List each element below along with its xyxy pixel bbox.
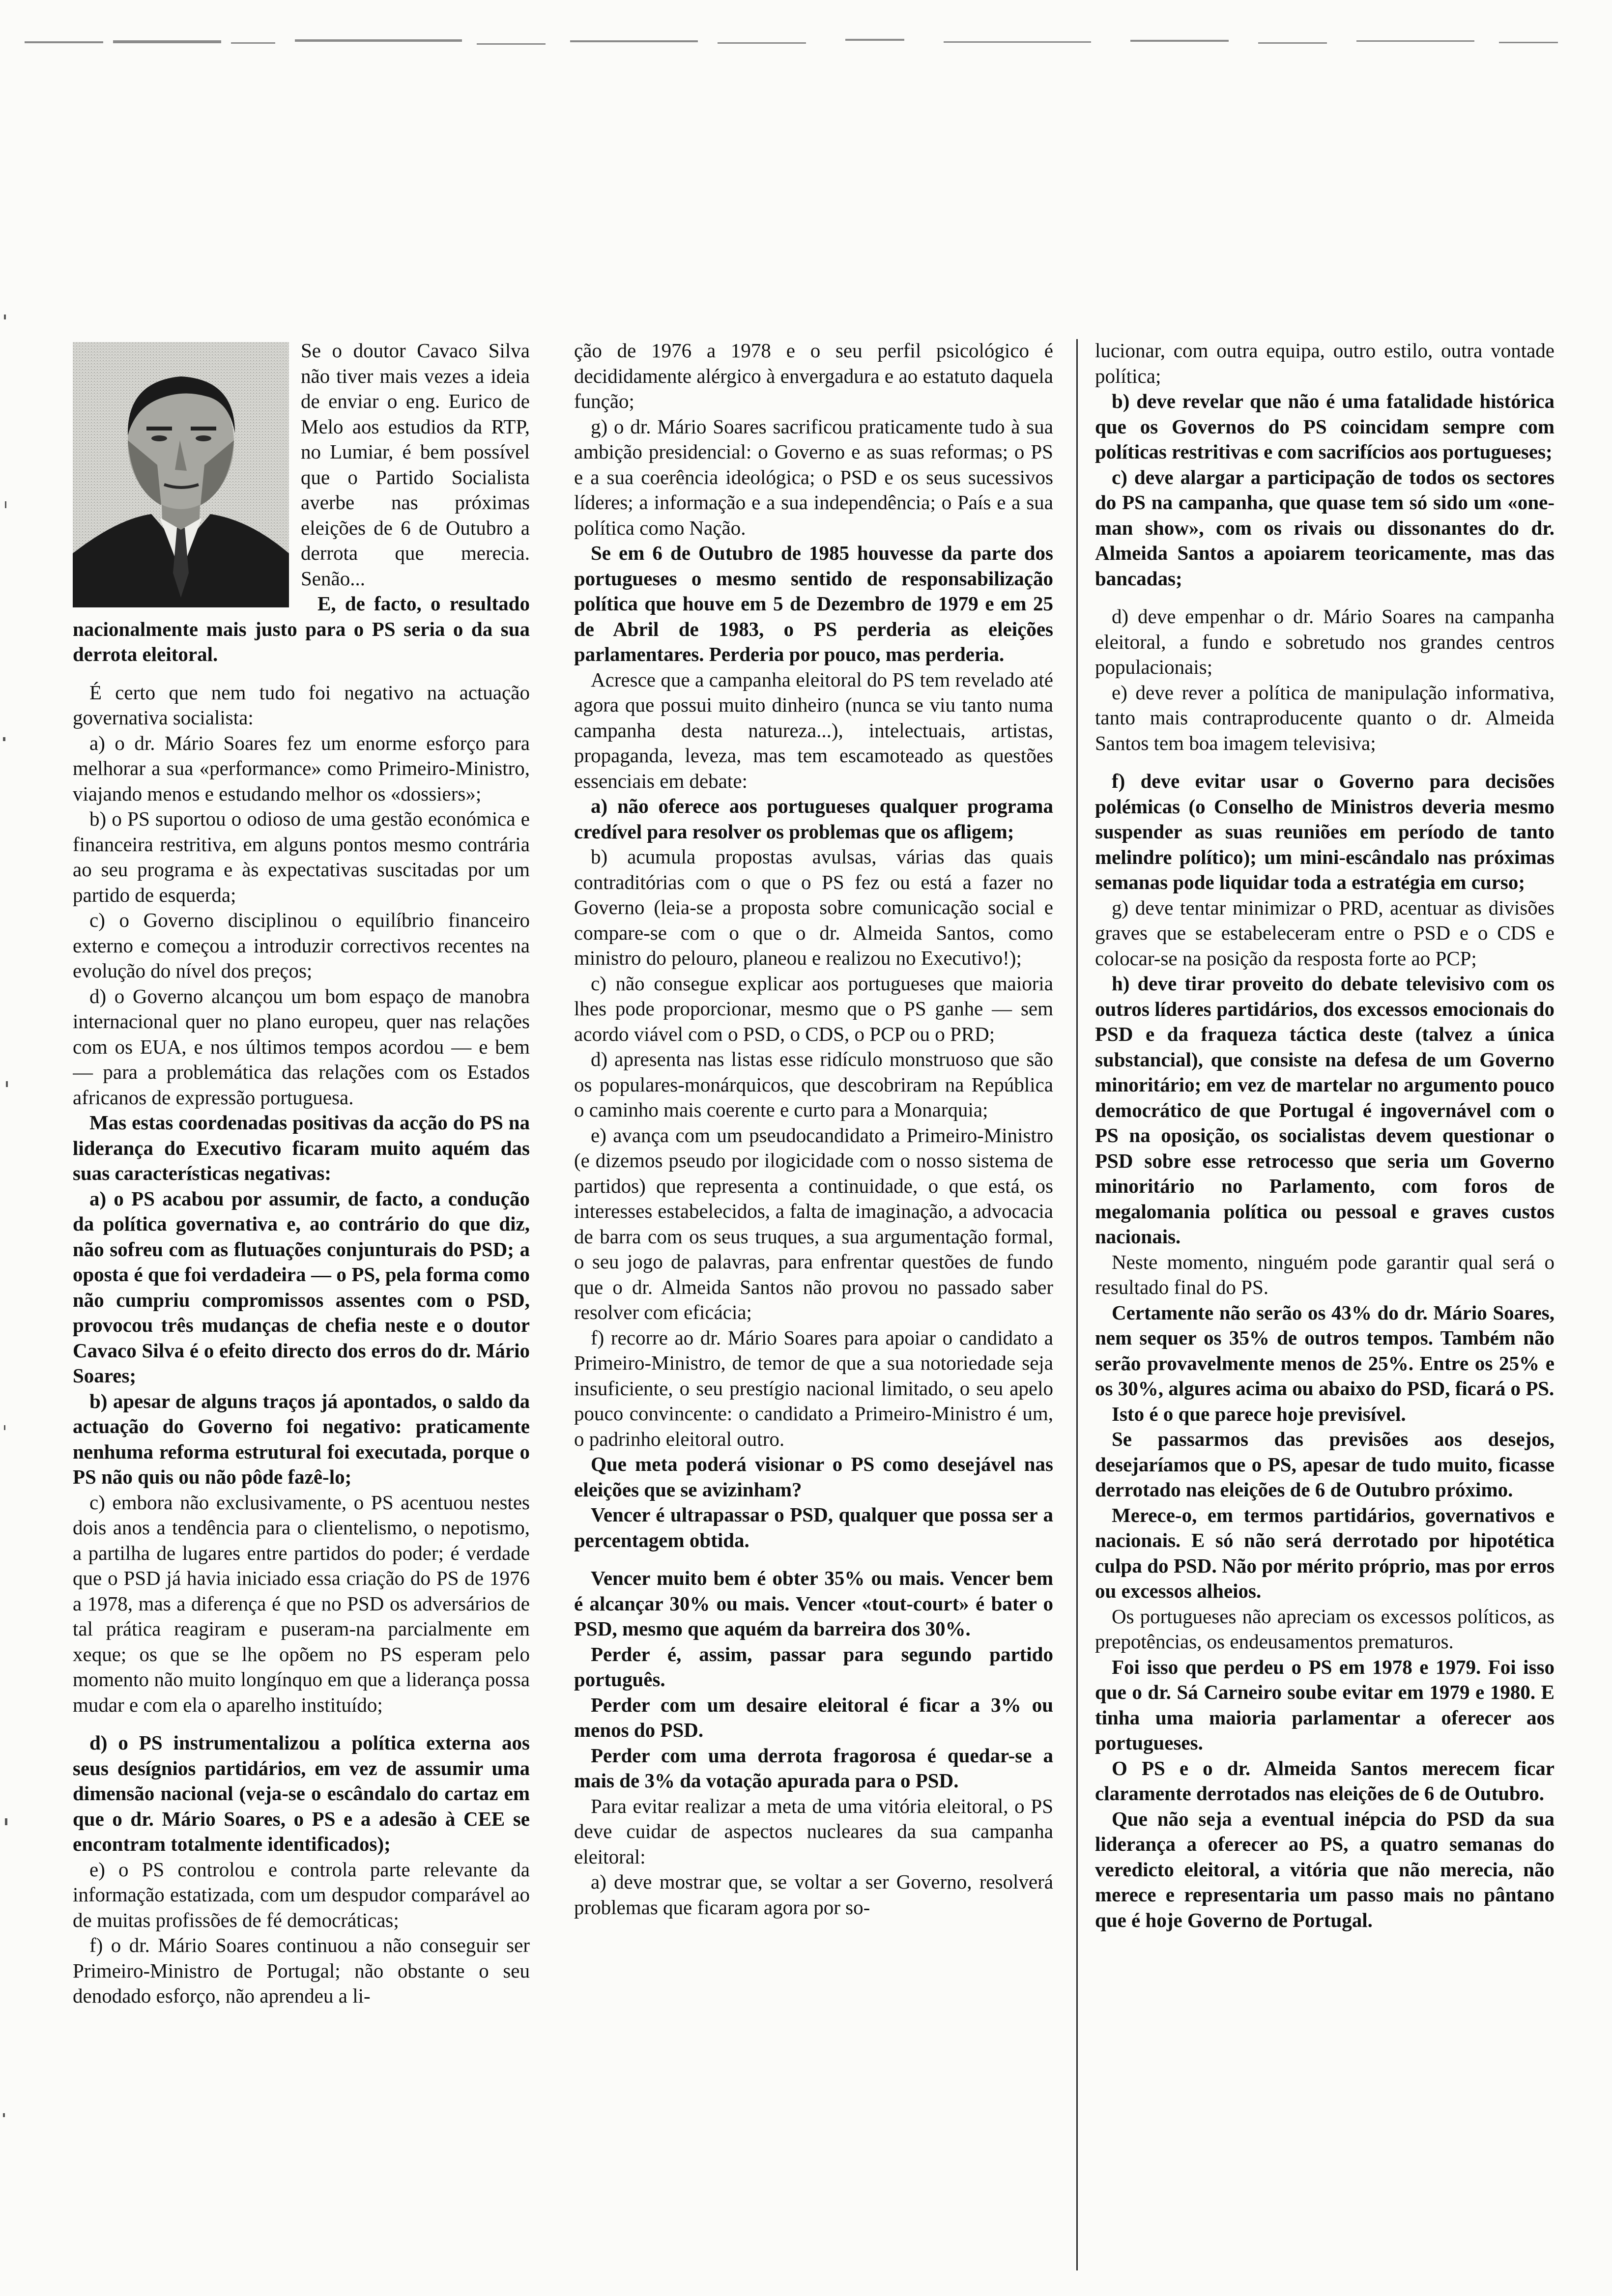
paragraph: Para evitar realizar a meta de uma vitória eleitoral, o PS deve cuidar de aspectos nucleares da sua campanha eleitoral: [574, 1794, 1053, 1868]
paragraph: g) o dr. Mário Soares sacrificou praticamente tudo à sua ambição presidencial: o Governo e as suas reformas; o PS e a sua coerência ideológica; o PSD e os seus sucessivos líderes; a informação e a sua independência; o País e a sua política como Nação. [574, 415, 1053, 539]
paragraph: Mas estas coordenadas positivas da acção do PS na liderança do Executivo ficaram muito aquém das suas características negativas: [73, 1111, 530, 1184]
paragraph: c) não consegue explicar aos portugueses que maioria lhes pode proporcionar, mesmo que o PS ganhe — sem acordo viável com o PSD, o CDS, o PCP ou o PRD; [574, 972, 1053, 1045]
paragraph: c) o Governo disciplinou o equilíbrio financeiro externo e começou a introduzir correctivos recentes na evolução do nível dos preços; [73, 909, 530, 982]
author-portrait [73, 342, 289, 607]
paragraph: É certo que nem tudo foi negativo na actuação governativa socialista: [73, 681, 530, 729]
paragraph: e) avança com um pseudocandidato a Primeiro-Ministro (e dizemos pseudo por ilogicidade com o nosso sistema de partidos) que representa a continuidade, o que está, os interesses estabelecidos, a falta de imaginação, a advocacia de barra com os seus truques, a sua argumentação formal, o seu jogo de palavras, para enfrentar questões de fundo que o dr. Almeida Santos não provou no passado saber resolver com eficácia; [574, 1123, 1053, 1323]
paragraph: Perder com um desaire eleitoral é ficar a 3% ou menos do PSD. [574, 1693, 1053, 1741]
article-column-3 [1095, 338, 1554, 1933]
paragraph: b) o PS suportou o odioso de uma gestão económica e financeira restritiva, em alguns pontos mesmo contrária ao seu programa e às expectativas suscitadas por um partido de esquerda; [73, 807, 530, 906]
paragraph: Que não seja a eventual inépcia do PSD da sua liderança a oferecer ao PS, a quatro semanas do veredicto eleitoral, a vitória que não merecia, não merece e representaria um passo mais no pântano que é hoje Governo de Portugal. [1095, 1807, 1554, 1931]
paragraph: Se em 6 de Outubro de 1985 houvesse da parte dos portugueses o mesmo sentido de responsabilização política que houve em 5 de Dezembro de 1979 e em 25 de Abril de 1983, o PS perderia as eleições parlamentares. Perderia por pouco, mas perderia. [574, 542, 1053, 665]
paragraph: b) acumula propostas avulsas, várias das quais contraditórias com o que o PS fez ou está a fazer no Governo (leia-se a proposta sobre comunicação social e compare-se com o que o dr. Almeida Santos, como ministro do pelouro, planeou e realizou no Executivo!); [574, 845, 1053, 969]
paragraph: b) apesar de alguns traços já apontados, o saldo da actuação do Governo foi negativo: praticamente nenhuma reforma estrutural foi executada, porque o PS não quis ou não pôde fazê-lo; [73, 1389, 530, 1488]
article-column-2 [574, 338, 1053, 1920]
paragraph: Vencer muito bem é obter 35% ou mais. Vencer bem é alcançar 30% ou mais. Vencer «tout-court» é bater o PSD, mesmo que aquém da barreira dos 30%. [574, 1567, 1053, 1640]
column-rule [1076, 339, 1078, 2270]
paragraph: Certamente não serão os 43% do dr. Mário Soares, nem sequer os 35% de outros tempos. Também não serão provavelmente menos de 25%. Entre os 25% e os 30%, algures acima ou abaixo do PSD, ficará o PS. [1095, 1301, 1554, 1400]
paragraph: d) apresenta nas listas esse ridículo monstruoso que são os populares-monárquicos, que descobriram na República o caminho mais coerente e curto para a Monarquia; [574, 1048, 1053, 1121]
paragraph: g) deve tentar minimizar o PRD, acentuar as divisões graves que se estabeleceram entre o PSD e o CDS e colocar-se na posição da resposta forte ao PCP; [1095, 896, 1554, 970]
margin-specks [0, 295, 15, 2211]
paragraph: f) o dr. Mário Soares continuou a não conseguir ser Primeiro-Ministro de Portugal; não obstante o seu denodado esforço, não aprendeu a li- [73, 1934, 530, 2007]
paragraph: lucionar, com outra equipa, outro estilo, outra vontade política; [1095, 339, 1554, 387]
paragraph: Perder é, assim, passar para segundo partido português. [574, 1642, 1053, 1691]
paragraph: e) deve rever a política de manipulação informativa, tanto mais contraproducente quanto o dr. Almeida Santos tem boa imagem televisiva; [1095, 681, 1554, 754]
paragraph: Se passarmos das previsões aos desejos, desejaríamos que o PS, apesar de tudo muito, ficasse derrotado nas eleições de 6 de Outubro próximo. [1095, 1428, 1554, 1501]
paragraph: Isto é o que parece hoje previsível. [1112, 1402, 1406, 1425]
paragraph: c) embora não exclusivamente, o PS acentuou nestes dois anos a tendência para o clientelismo, o nepotismo, a partilha de lugares entre partidos do poder; é verdade que o PSD já havia iniciado essa criação do PS de 1976 a 1978, mas a diferença é que no PSD os adversários de tal prática reagiram e puseram-na parcialmente em xeque; os que se lhe opõem no PS esperam pelo momento não muito longínquo em que a liderança possa mudar e com ela o aparelho instituído; [73, 1491, 530, 1716]
paragraph: d) o Governo alcançou um bom espaço de manobra internacional quer no plano europeu, quer nas relações com os EUA, e nos últimos tempos acordou — e bem — para a problemática das relações com os Estados africanos de expressão portuguesa. [73, 984, 530, 1109]
paragraph: a) deve mostrar que, se voltar a ser Governo, resolverá problemas que ficaram agora por so- [574, 1870, 1053, 1919]
paragraph: Merece-o, em termos partidários, governativos e nacionais. E só não será derrotado por hipotética culpa do PSD. Não por mérito próprio, mas por erros ou excessos alheios. [1095, 1503, 1554, 1602]
paragraph: a) não oferece aos portugueses qualquer programa credível para resolver os problemas que os afligem; [574, 795, 1053, 843]
paragraph: O PS e o dr. Almeida Santos merecem ficar claramente derrotados nas eleições de 6 de Outubro. [1095, 1756, 1554, 1805]
paragraph: e) o PS controlou e controla parte relevante da informação estatizada, com um despudor comparável ao de muitas profissões de fé democráticas; [73, 1858, 530, 1931]
paragraph: d) deve empenhar o dr. Mário Soares na campanha eleitoral, a fundo e sobretudo nos grandes centros populacionais; [1095, 605, 1554, 678]
paragraph: Acresce que a campanha eleitoral do PS tem revelado até agora que possui muito dinheiro (nunca se viu tanto numa campanha desta natureza...), intelectuais, artistas, propaganda, leveza, mas tem escamoteado as questões essenciais em debate: [574, 668, 1053, 792]
paragraph: ção de 1976 a 1978 e o seu perfil psicológico é decididamente alérgico à envergadura e ao estatuto daquela função; [574, 339, 1053, 412]
article-column-1 [73, 338, 530, 2009]
paragraph: c) deve alargar a participação de todos os sectores do PS na campanha, que quase tem só sido um «one-man show», com os rivais ou dissonantes do dr. Almeida Santos a apoiarem teoricamente, mas das bancadas; [1095, 465, 1554, 590]
paragraph: Neste momento, ninguém pode garantir qual será o resultado final do PS. [1095, 1250, 1554, 1298]
paragraph: Vencer é ultrapassar o PSD, qualquer que possa ser a percentagem obtida. [574, 1503, 1053, 1551]
paragraph: Os portugueses não apreciam os excessos políticos, as prepotências, os endeusamentos prematuros. [1095, 1605, 1554, 1653]
paragraph: b) deve revelar que não é uma fatalidade histórica que os Governos do PS coincidam sempre com políticas restritivas e com sacrifícios aos portugueses; [1095, 390, 1554, 463]
paragraph: Que meta poderá visionar o PS como desejável nas eleições que se avizinham? [574, 1453, 1053, 1501]
paragraph: a) o dr. Mário Soares fez um enorme esforço para melhorar a sua «performance» como Primeiro-Ministro, viajando menos e estudando melhor os «dossiers»; [73, 731, 530, 805]
paragraph: h) deve tirar proveito do debate televisivo com os outros líderes partidários, dos excessos emocionais do PSD e da fraqueza táctica deste (talvez a única substancial), que consiste na defesa de um Governo minoritário; em vez de martelar no argumento pouco democrático de que Portugal é ingovernável com o PS na oposição, os socialistas devem questionar o PSD sobre esse retrocesso que seria um Governo minoritário no Parlamento, com foros de megalomania política ou pessoal e graves custos nacionais. [1095, 972, 1554, 1248]
paragraph: Perder com uma derrota fragorosa é quedar-se a mais de 3% da votação apurada para o PSD. [574, 1744, 1053, 1792]
paragraph: f) deve evitar usar o Governo para decisões polémicas (o Conselho de Ministros deveria mesmo suspender as suas reuniões em período de tanto melindre político); um mini-escândalo nas próximas semanas pode liquidar toda a estratégia em curso; [1095, 770, 1554, 893]
lead-paragraph-conclusion: E, de facto, o resultado nacionalmente mais justo para o PS seria o da sua derrota eleitoral. [73, 592, 530, 665]
lead-paragraph: Se o doutor Cavaco Silva não tiver mais vezes a ideia de enviar o eng. Eurico de Melo aos estudios da RTP, no Lumiar, é bem possível que o Partido Socialista averbe nas próximas eleições de 6 de Outubro a derrota que merecia. Senão... [301, 339, 530, 590]
paragraph: f) recorre ao dr. Mário Soares para apoiar o candidato a Primeiro-Ministro, de temor de que a sua notoriedade seja insuficiente, o seu prestígio nacional limitado, o seu apelo pouco convincente: o candidato a Primeiro-Ministro é um, o padrinho eleitoral outro. [574, 1326, 1053, 1450]
scan-noise [20, 34, 1592, 54]
paragraph: d) o PS instrumentalizou a política externa aos seus desígnios partidários, em vez de assumir uma dimensão nacional (veja-se o escândalo do cartaz em que o dr. Mário Soares, o PS e a adesão à CEE se encontram totalmente identificados); [73, 1731, 530, 1855]
paragraph: a) o PS acabou por assumir, de facto, a condução da política governativa e, ao contrário do que diz, não sofreu com as flutuações conjunturais do PSD; a oposta é que foi verdadeira — o PS, pela forma como não cumpriu compromissos assentes com o PSD, provocou três mudanças de chefia neste e o doutor Cavaco Silva é o efeito directo dos erros do dr. Mário Soares; [73, 1187, 530, 1387]
paragraph: Foi isso que perdeu o PS em 1978 e 1979. Foi isso que o dr. Sá Carneiro soube evitar em 1979 e 1980. E tinha uma maioria parlamentar a oferecer aos portugueses. [1095, 1655, 1554, 1754]
